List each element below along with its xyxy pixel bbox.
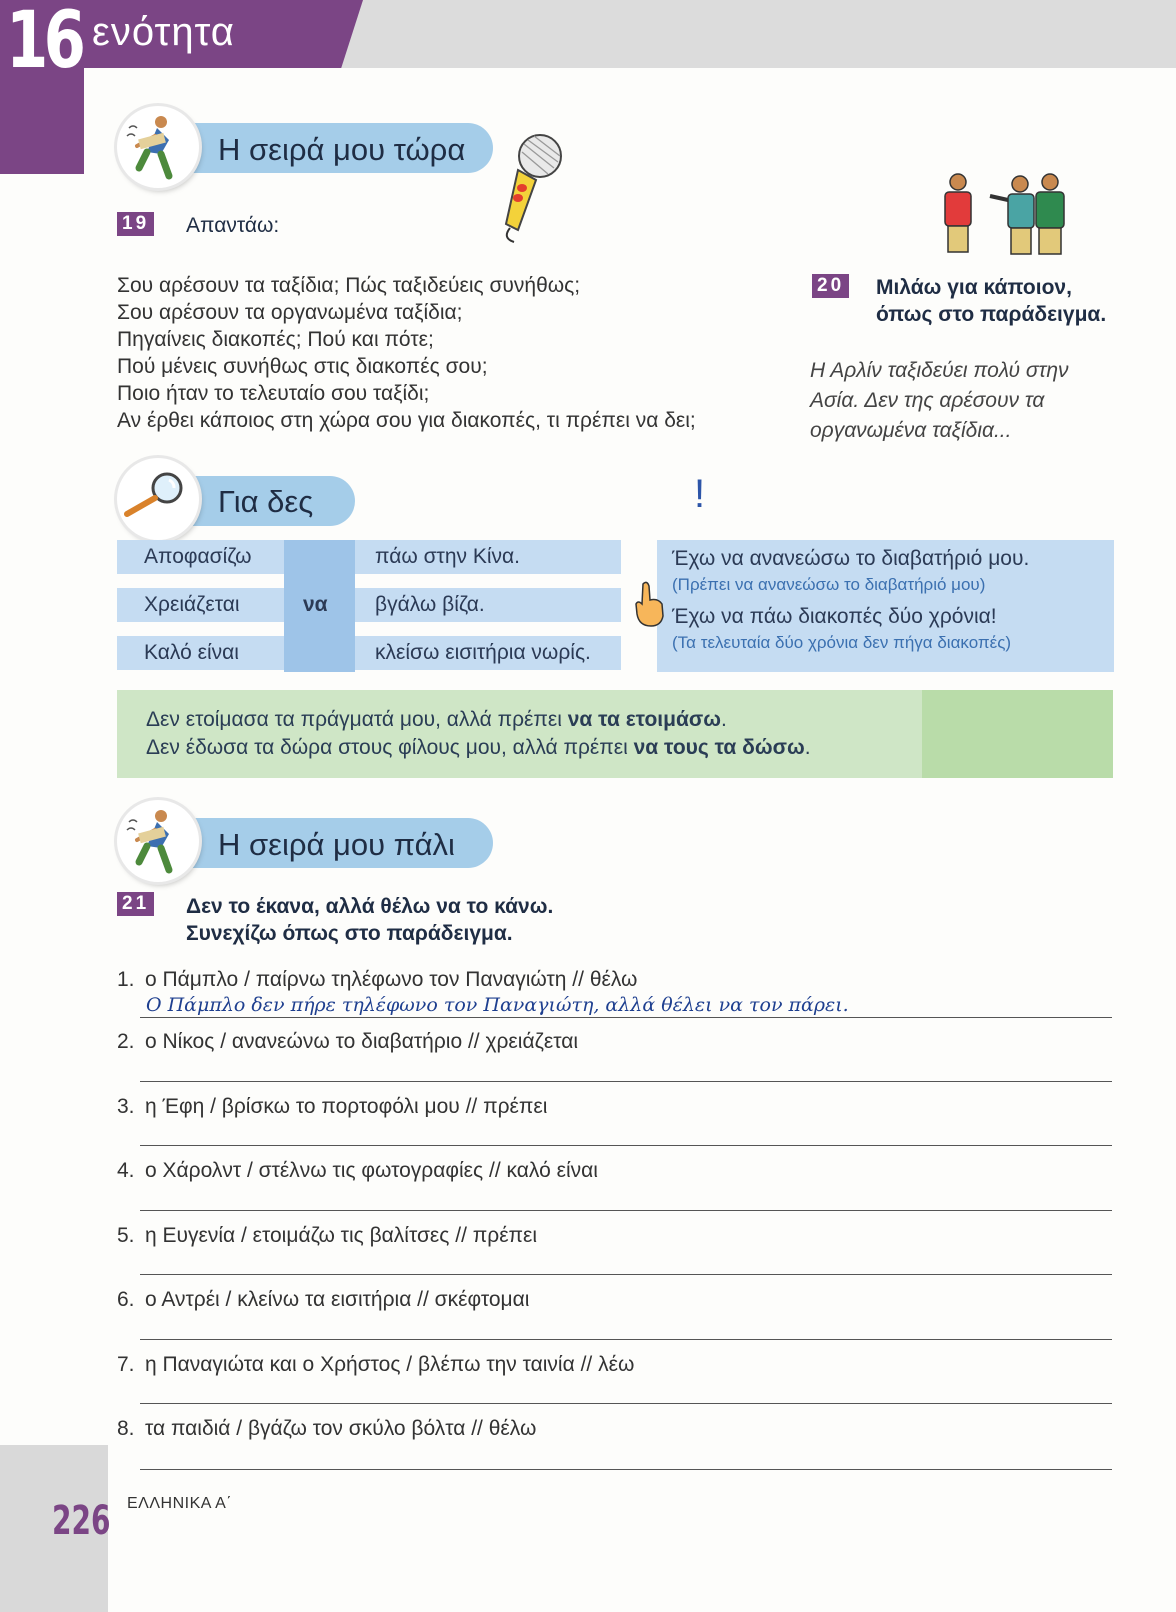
pointing-hand-icon	[633, 580, 667, 633]
sentence-plain: Δεν έδωσα τα δώρα στους φίλους μου, αλλά πρέπει	[146, 736, 634, 759]
task-badge-20: 20	[812, 274, 849, 298]
answer-line[interactable]	[140, 1274, 1112, 1275]
item-number: 1.	[117, 968, 135, 991]
sentence-end: .	[804, 736, 811, 759]
question-line: Πηγαίνεις διακοπές; Πού και πότε;	[117, 328, 434, 351]
exclamation-mark: !	[694, 472, 706, 516]
running-man-icon	[117, 800, 199, 882]
example-box-strip	[922, 690, 1113, 778]
task-21-title	[186, 893, 553, 947]
item-prompt: ο Χάρολντ / στέλνω τις φωτογραφίες // καλό είναι	[144, 1159, 598, 1182]
section-title: Η σειρά μου πάλι	[218, 827, 455, 862]
note-text	[672, 545, 1029, 655]
example-line: Η Αρλίν ταξιδεύει πολύ στην	[810, 359, 1069, 382]
exercise-item	[117, 1095, 547, 1119]
question-line: Αν έρθει κάποιος στη χώρα σου για διακοπές, τι πρέπει να δει;	[117, 409, 696, 432]
task-20-title-line2: όπως στο παράδειγμα.	[876, 303, 1107, 326]
item-number: 4.	[117, 1159, 135, 1182]
exercise-item	[117, 1353, 634, 1377]
answer-line[interactable]	[140, 1145, 1112, 1146]
question-line: Ποιο ήταν το τελευταίο σου ταξίδι;	[117, 382, 430, 405]
exercise-item	[117, 1159, 598, 1183]
item-prompt: ο Αντρέι / κλείνω τα εισιτήρια // σκέφτομαι	[144, 1288, 530, 1311]
item-prompt: ο Πάμπλο / παίρνω τηλέφωνο τον Παναγιώτη // θέλω	[144, 968, 638, 991]
book-title: ΕΛΛΗΝΙΚΑ Α΄	[127, 1495, 233, 1512]
example-line: οργανωμένα ταξίδια...	[810, 419, 1012, 442]
two-people-talking-icon	[928, 168, 1088, 267]
sentence-bold: να τους τα δώσω	[633, 736, 805, 759]
item-number: 7.	[117, 1353, 135, 1376]
microphone-icon	[488, 130, 568, 250]
question-line: Πού μένεις συνήθως στις διακοπές σου;	[117, 355, 488, 378]
item-prompt: τα παιδιά / βγάζω τον σκύλο βόλτα // θέλω	[144, 1417, 537, 1440]
question-line: Σου αρέσουν τα οργανωμένα ταξίδια;	[117, 301, 463, 324]
task-21-title-line1: Δεν το έκανα, αλλά θέλω να το κάνω.	[186, 895, 554, 918]
exercise-item	[117, 1030, 578, 1054]
item-prompt: η Έφη / βρίσκω το πορτοφόλι μου // πρέπει	[144, 1095, 548, 1118]
answer-line[interactable]	[140, 1081, 1112, 1082]
question-line: Σου αρέσουν τα ταξίδια; Πώς ταξιδεύεις συνήθως;	[117, 274, 581, 297]
answer-line[interactable]	[140, 1210, 1112, 1211]
grid-left-cell: Χρειάζεται	[117, 588, 284, 622]
unit-number: 16	[6, 0, 82, 86]
grid-left-cell: Αποφασίζω	[117, 540, 284, 574]
task-badge-21: 21	[117, 892, 154, 916]
example-line: Ασία. Δεν της αρέσουν τα	[810, 389, 1045, 412]
grid-right-cell: κλείσω εισιτήρια νωρίς.	[355, 636, 621, 670]
grid-right-cell: βγάλω βίζα.	[355, 588, 621, 622]
exercise-item	[117, 1224, 537, 1248]
task-20-example	[810, 356, 1069, 446]
example-sentences	[146, 706, 811, 762]
note-line-1-sub: (Πρέπει να ανανεώσω το διαβατήριό μου)	[672, 575, 986, 594]
example-sentence-2	[146, 734, 811, 762]
magnifier-icon	[117, 458, 199, 540]
item-number: 3.	[117, 1095, 135, 1118]
example-sentence-1	[146, 706, 811, 734]
task-20-title-line1: Μιλάω για κάποιον,	[876, 276, 1072, 299]
running-man-icon	[117, 106, 199, 188]
grid-left-cell: Καλό είναι	[117, 636, 284, 670]
exercise-item	[117, 1288, 529, 1312]
item-number: 2.	[117, 1030, 135, 1053]
section-title: Η σειρά μου τώρα	[218, 132, 466, 167]
sentence-end: .	[720, 708, 727, 731]
page-number: 226	[52, 1498, 111, 1544]
grid-middle-word: να	[303, 593, 328, 616]
exercise-item	[117, 1417, 536, 1441]
item-number: 5.	[117, 1224, 135, 1247]
answer-line[interactable]	[140, 1469, 1112, 1470]
task-badge-19: 19	[117, 212, 154, 236]
task-21-title-line2: Συνεχίζω όπως στο παράδειγμα.	[186, 922, 513, 945]
item-prompt: ο Νίκος / ανανεώνω το διαβατήριο // χρειάζεται	[144, 1030, 579, 1053]
sentence-bold: να τα ετοιμάσω	[567, 708, 721, 731]
sentence-plain: Δεν ετοίμασα τα πράγματά μου, αλλά πρέπει	[146, 708, 568, 731]
task-19-title: Απαντάω:	[186, 214, 280, 237]
unit-word: ενότητα	[92, 10, 235, 54]
grid-right-cell: πάω στην Κίνα.	[355, 540, 621, 574]
note-line-2-sub: (Τα τελευταία δύο χρόνια δεν πήγα διακοπές)	[672, 633, 1012, 652]
item-number: 8.	[117, 1417, 135, 1440]
answer-line[interactable]	[140, 1339, 1112, 1340]
task-20-title	[876, 274, 1106, 328]
item-prompt: η Παναγιώτα και ο Χρήστος / βλέπω την ταινία // λέω	[144, 1353, 635, 1376]
item-prompt: η Ευγενία / ετοιμάζω τις βαλίτσες // πρέπει	[144, 1224, 538, 1247]
grammar-grid	[117, 540, 621, 672]
answer-line[interactable]	[140, 1017, 1112, 1018]
handwritten-answer: Ο Πάμπλο δεν πήρε τηλέφωνο τον Παναγιώτη, αλλά θέλει να τον πάρει.	[146, 994, 849, 1016]
task-19-questions	[117, 272, 696, 434]
exercise-item	[117, 968, 637, 992]
item-number: 6.	[117, 1288, 135, 1311]
answer-line[interactable]	[140, 1403, 1112, 1404]
note-line-1: Έχω να ανανεώσω το διαβατήριό μου.	[672, 547, 1030, 570]
note-line-2: Έχω να πάω διακοπές δύο χρόνια!	[672, 605, 997, 628]
section-title: Για δες	[218, 484, 314, 519]
